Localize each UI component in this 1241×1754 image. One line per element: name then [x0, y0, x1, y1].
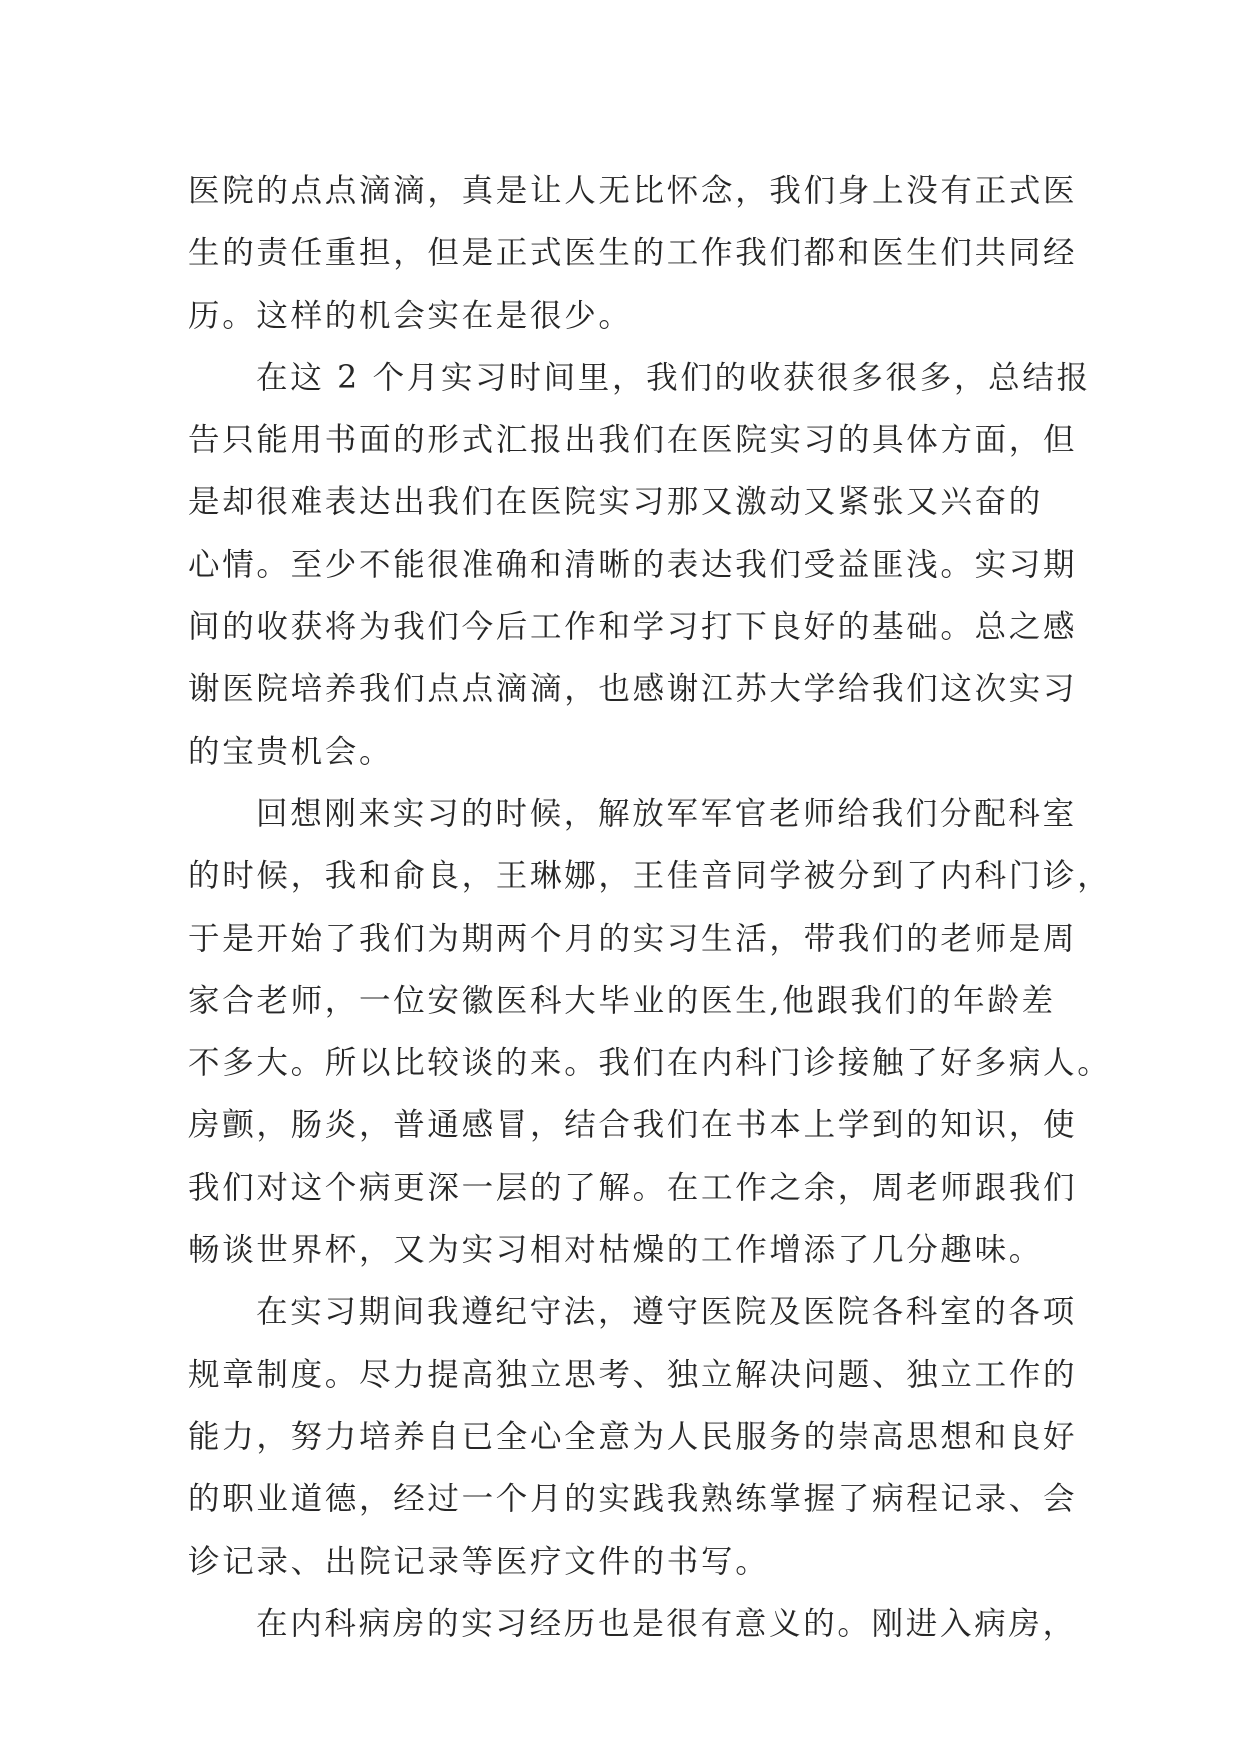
text-line: 的宝贵机会。 — [188, 733, 394, 770]
text-line: 间的收获将为我们今后工作和学习打下良好的基础。总之感 — [188, 609, 1078, 646]
text-line: 于是开始了我们为期两个月的实习生活，带我们的老师是周 — [188, 920, 1078, 957]
text-line: 历。这样的机会实在是很少。 — [188, 297, 633, 334]
paragraph-first-line: 在这 2 个月实习时间里，我们的收获很多很多，总结报 — [256, 359, 1091, 396]
text-line: 规章制度。尽力提高独立思考、独立解决问题、独立工作的 — [188, 1356, 1078, 1393]
text-line: 医院的点点滴滴，真是让人无比怀念，我们身上没有正式医 — [188, 173, 1078, 209]
text-line: 房颤，肠炎，普通感冒，结合我们在书本上学到的知识，使 — [188, 1107, 1078, 1144]
text-line: 能力，努力培养自已全心全意为人民服务的崇高思想和良好 — [188, 1418, 1078, 1455]
paragraph-first-line: 在实习期间我遵纪守法，遵守医院及医院各科室的各项 — [256, 1294, 1077, 1331]
paragraph-first-line: 回想刚来实习的时候，解放军军官老师给我们分配科室 — [256, 795, 1077, 832]
text-line: 的时候，我和俞良，王琳娜，王佳音同学被分到了内科门诊， — [188, 858, 1112, 895]
body-text — [188, 160, 1112, 1655]
text-line: 生的责任重担，但是正式医生的工作我们都和医生们共同经 — [188, 235, 1078, 272]
text-line: 诊记录、出院记录等医疗文件的书写。 — [188, 1543, 770, 1580]
text-line: 的职业道德，经过一个月的实践我熟练掌握了病程记录、会 — [188, 1481, 1078, 1518]
text-line: 是却很难表达出我们在医院实习那又激动又紧张又兴奋的 — [188, 484, 1044, 521]
text-line: 我们对这个病更深一层的了解。在工作之余，周老师跟我们 — [188, 1169, 1078, 1206]
paragraph-first-line: 在内科病房的实习经历也是很有意义的。刚进入病房， — [256, 1605, 1077, 1642]
text-line: 畅谈世界杯，又为实习相对枯燥的工作增添了几分趣味。 — [188, 1232, 1044, 1269]
text-line: 不多大。所以比较谈的来。我们在内科门诊接触了好多病人。 — [188, 1045, 1112, 1082]
text-line: 谢医院培养我们点点滴滴，也感谢江苏大学给我们这次实习 — [188, 671, 1078, 708]
text-line: 家合老师，一位安徽医科大毕业的医生,他跟我们的年龄差 — [188, 982, 1056, 1019]
text-line: 告只能用书面的形式汇报出我们在医院实习的具体方面，但 — [188, 422, 1078, 459]
text-line: 心情。至少不能很准确和清晰的表达我们受益匪浅。实习期 — [188, 546, 1078, 583]
